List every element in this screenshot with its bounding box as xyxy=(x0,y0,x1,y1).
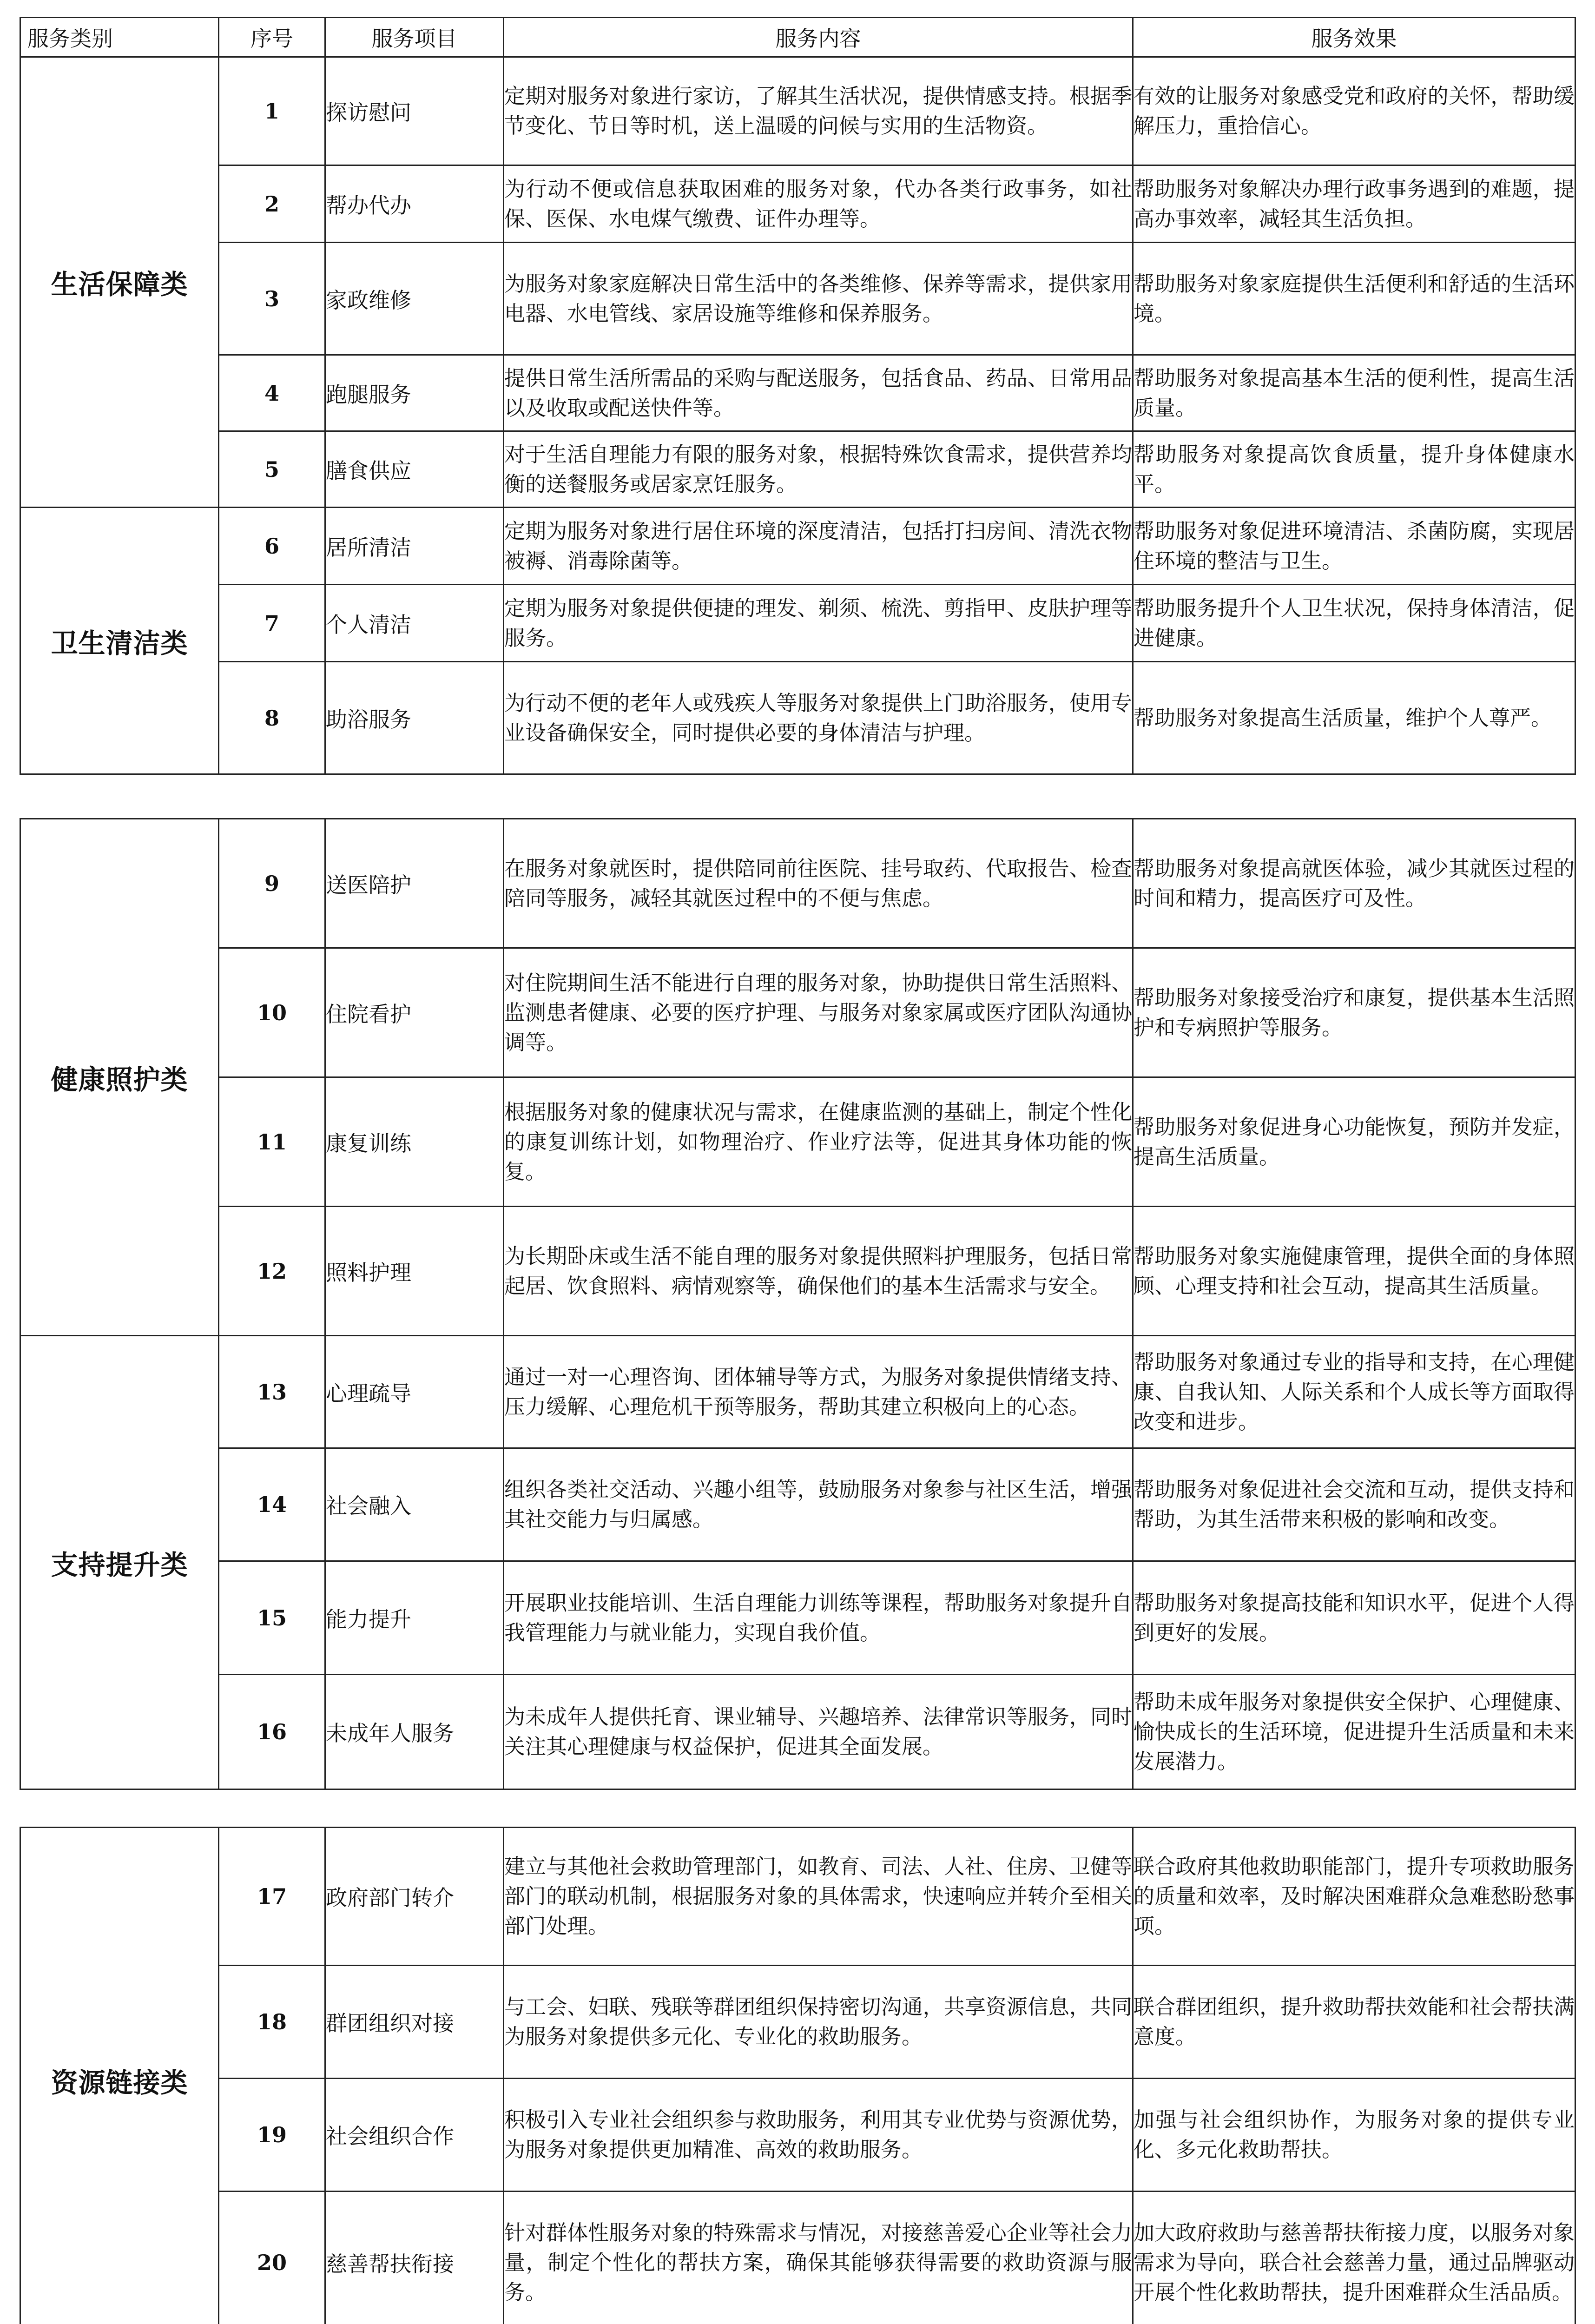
row-content: 建立与其他社会救助管理部门，如教育、司法、人社、住房、卫健等部门的联动机制，根据服务对象的具体需求，快速响应并转介至相关部门处理。 xyxy=(504,1828,1133,1966)
table-row xyxy=(20,1561,1575,1675)
row-effect: 有效的让服务对象感受党和政府的关怀，帮助缓解压力，重拾信心。 xyxy=(1133,57,1575,165)
header-item: 服务项目 xyxy=(325,18,504,57)
row-item: 送医陪护 xyxy=(325,819,504,948)
row-number: 14 xyxy=(219,1448,325,1561)
row-content: 开展职业技能培训、生活自理能力训练等课程，帮助服务对象提升自我管理能力与就业能力，实现自我价值。 xyxy=(504,1561,1133,1675)
row-number: 7 xyxy=(219,585,325,662)
row-content: 在服务对象就医时，提供陪同前往医院、挂号取药、代取报告、检查陪同等服务，减轻其就医过程中的不便与焦虑。 xyxy=(504,819,1133,948)
row-effect: 加强与社会组织协作，为服务对象的提供专业化、多元化救助帮扶。 xyxy=(1133,2079,1575,2192)
row-number: 20 xyxy=(219,2192,325,2324)
row-effect: 帮助服务对象接受治疗和康复，提供基本生活照护和专病照护等服务。 xyxy=(1133,948,1575,1077)
row-effect: 帮助服务对象促进社会交流和互动，提供支持和帮助，为其生活带来积极的影响和改变。 xyxy=(1133,1448,1575,1561)
row-item: 心理疏导 xyxy=(325,1336,504,1448)
row-content: 定期为服务对象进行居住环境的深度清洁，包括打扫房间、清洗衣物被褥、消毒除菌等。 xyxy=(504,508,1133,585)
table-row xyxy=(20,2192,1575,2324)
row-item: 家政维修 xyxy=(325,243,504,355)
row-item: 康复训练 xyxy=(325,1077,504,1207)
row-number: 6 xyxy=(219,508,325,585)
table-row xyxy=(20,585,1575,662)
row-item: 跑腿服务 xyxy=(325,355,504,431)
table-row xyxy=(20,165,1575,243)
row-number: 15 xyxy=(219,1561,325,1675)
row-effect: 帮助服务对象提高饮食质量，提升身体健康水平。 xyxy=(1133,431,1575,508)
table-row xyxy=(20,1448,1575,1561)
row-effect: 帮助服务对象提高技能和知识水平，促进个人得到更好的发展。 xyxy=(1133,1561,1575,1675)
row-content: 为长期卧床或生活不能自理的服务对象提供照料护理服务，包括日常起居、饮食照料、病情观察等，确保他们的基本生活需求与安全。 xyxy=(504,1207,1133,1336)
row-effect: 帮助服务对象促进身心功能恢复，预防并发症，提高生活质量。 xyxy=(1133,1077,1575,1207)
service-table-part-2 xyxy=(20,818,1576,1790)
row-number: 1 xyxy=(219,57,325,165)
row-content: 对于生活自理能力有限的服务对象，根据特殊饮食需求，提供营养均衡的送餐服务或居家烹饪服务。 xyxy=(504,431,1133,508)
category-cell: 生活保障类 xyxy=(20,57,219,508)
row-number: 12 xyxy=(219,1207,325,1336)
category-cell: 卫生清洁类 xyxy=(20,508,219,774)
row-effect: 联合群团组织，提升救助帮扶效能和社会帮扶满意度。 xyxy=(1133,1966,1575,2079)
table-row xyxy=(20,948,1575,1077)
table-row xyxy=(20,1207,1575,1336)
row-number: 16 xyxy=(219,1675,325,1789)
row-content: 通过一对一心理咨询、团体辅导等方式，为服务对象提供情绪支持、压力缓解、心理危机干预等服务，帮助其建立积极向上的心态。 xyxy=(504,1336,1133,1448)
header-category: 服务类别 xyxy=(20,18,219,57)
row-item: 膳食供应 xyxy=(325,431,504,508)
row-content: 提供日常生活所需品的采购与配送服务，包括食品、药品、日常用品以及收取或配送快件等。 xyxy=(504,355,1133,431)
row-effect: 帮助服务对象通过专业的指导和支持，在心理健康、自我认知、人际关系和个人成长等方面取得改变和进步。 xyxy=(1133,1336,1575,1448)
row-content: 定期对服务对象进行家访，了解其生活状况，提供情感支持。根据季节变化、节日等时机，送上温暖的问候与实用的生活物资。 xyxy=(504,57,1133,165)
table-row xyxy=(20,1077,1575,1207)
row-number: 13 xyxy=(219,1336,325,1448)
service-table-part-3 xyxy=(20,1827,1576,2324)
row-item: 群团组织对接 xyxy=(325,1966,504,2079)
row-number: 17 xyxy=(219,1828,325,1966)
row-item: 照料护理 xyxy=(325,1207,504,1336)
row-content: 为未成年人提供托育、课业辅导、兴趣培养、法律常识等服务，同时关注其心理健康与权益保护，促进其全面发展。 xyxy=(504,1675,1133,1789)
category-cell: 健康照护类 xyxy=(20,819,219,1336)
table-row xyxy=(20,508,1575,585)
table-row xyxy=(20,57,1575,165)
row-content: 针对群体性服务对象的特殊需求与情况，对接慈善爱心企业等社会力量，制定个性化的帮扶方案，确保其能够获得需要的救助资源与服务。 xyxy=(504,2192,1133,2324)
row-item: 探访慰问 xyxy=(325,57,504,165)
row-item: 居所清洁 xyxy=(325,508,504,585)
row-effect: 帮助服务对象提高生活质量，维护个人尊严。 xyxy=(1133,662,1575,774)
row-item: 帮办代办 xyxy=(325,165,504,243)
row-content: 为行动不便或信息获取困难的服务对象，代办各类行政事务，如社保、医保、水电煤气缴费、证件办理等。 xyxy=(504,165,1133,243)
row-number: 8 xyxy=(219,662,325,774)
row-number: 18 xyxy=(219,1966,325,2079)
header-content: 服务内容 xyxy=(504,18,1133,57)
row-item: 慈善帮扶衔接 xyxy=(325,2192,504,2324)
row-content: 组织各类社交活动、兴趣小组等，鼓励服务对象参与社区生活，增强其社交能力与归属感。 xyxy=(504,1448,1133,1561)
row-number: 5 xyxy=(219,431,325,508)
table-row xyxy=(20,431,1575,508)
row-number: 19 xyxy=(219,2079,325,2192)
row-item: 能力提升 xyxy=(325,1561,504,1675)
row-content: 为服务对象家庭解决日常生活中的各类维修、保养等需求，提供家用电器、水电管线、家居设施等维修和保养服务。 xyxy=(504,243,1133,355)
row-content: 根据服务对象的健康状况与需求，在健康监测的基础上，制定个性化的康复训练计划，如物理治疗、作业疗法等，促进其身体功能的恢复。 xyxy=(504,1077,1133,1207)
row-number: 11 xyxy=(219,1077,325,1207)
row-number: 2 xyxy=(219,165,325,243)
row-effect: 帮助服务对象提高基本生活的便利性，提高生活质量。 xyxy=(1133,355,1575,431)
row-item: 个人清洁 xyxy=(325,585,504,662)
table-row xyxy=(20,819,1575,948)
row-content: 与工会、妇联、残联等群团组织保持密切沟通，共享资源信息，共同为服务对象提供多元化、专业化的救助服务。 xyxy=(504,1966,1133,2079)
row-item: 助浴服务 xyxy=(325,662,504,774)
row-effect: 加大政府救助与慈善帮扶衔接力度，以服务对象需求为导向，联合社会慈善力量，通过品牌驱动开展个性化救助帮扶，提升困难群众生活品质。 xyxy=(1133,2192,1575,2324)
category-cell: 支持提升类 xyxy=(20,1336,219,1789)
row-effect: 帮助服务对象促进环境清洁、杀菌防腐，实现居住环境的整洁与卫生。 xyxy=(1133,508,1575,585)
row-item: 政府部门转介 xyxy=(325,1828,504,1966)
table-row xyxy=(20,1828,1575,1966)
row-item: 社会融入 xyxy=(325,1448,504,1561)
header-index: 序号 xyxy=(219,18,325,57)
row-effect: 帮助服务对象实施健康管理，提供全面的身体照顾、心理支持和社会互动，提高其生活质量。 xyxy=(1133,1207,1575,1336)
row-content: 为行动不便的老年人或残疾人等服务对象提供上门助浴服务，使用专业设备确保安全，同时提供必要的身体清洁与护理。 xyxy=(504,662,1133,774)
row-effect: 帮助服务提升个人卫生状况，保持身体清洁，促进健康。 xyxy=(1133,585,1575,662)
row-effect: 帮助服务对象解决办理行政事务遇到的难题，提高办事效率，减轻其生活负担。 xyxy=(1133,165,1575,243)
row-content: 定期为服务对象提供便捷的理发、剃须、梳洗、剪指甲、皮肤护理等服务。 xyxy=(504,585,1133,662)
table-row xyxy=(20,1336,1575,1448)
header-effect: 服务效果 xyxy=(1133,18,1575,57)
row-item: 未成年人服务 xyxy=(325,1675,504,1789)
row-content: 积极引入专业社会组织参与救助服务，利用其专业优势与资源优势，为服务对象提供更加精准、高效的救助服务。 xyxy=(504,2079,1133,2192)
row-number: 10 xyxy=(219,948,325,1077)
table-header-row xyxy=(20,18,1575,57)
service-table-part-1 xyxy=(20,17,1576,775)
table-row xyxy=(20,1966,1575,2079)
row-number: 3 xyxy=(219,243,325,355)
row-effect: 帮助未成年服务对象提供安全保护、心理健康、愉快成长的生活环境，促进提升生活质量和未来发展潜力。 xyxy=(1133,1675,1575,1789)
table-row xyxy=(20,1675,1575,1789)
row-effect: 帮助服务对象家庭提供生活便利和舒适的生活环境。 xyxy=(1133,243,1575,355)
table-row xyxy=(20,662,1575,774)
row-effect: 帮助服务对象提高就医体验，减少其就医过程的时间和精力，提高医疗可及性。 xyxy=(1133,819,1575,948)
row-item: 住院看护 xyxy=(325,948,504,1077)
row-item: 社会组织合作 xyxy=(325,2079,504,2192)
row-effect: 联合政府其他救助职能部门，提升专项救助服务的质量和效率，及时解决困难群众急难愁盼愁事项。 xyxy=(1133,1828,1575,1966)
table-row xyxy=(20,243,1575,355)
table-row xyxy=(20,2079,1575,2192)
row-number: 4 xyxy=(219,355,325,431)
row-content: 对住院期间生活不能进行自理的服务对象，协助提供日常生活照料、监测患者健康、必要的医疗护理、与服务对象家属或医疗团队沟通协调等。 xyxy=(504,948,1133,1077)
row-number: 9 xyxy=(219,819,325,948)
table-row xyxy=(20,355,1575,431)
category-cell: 资源链接类 xyxy=(20,1828,219,2324)
